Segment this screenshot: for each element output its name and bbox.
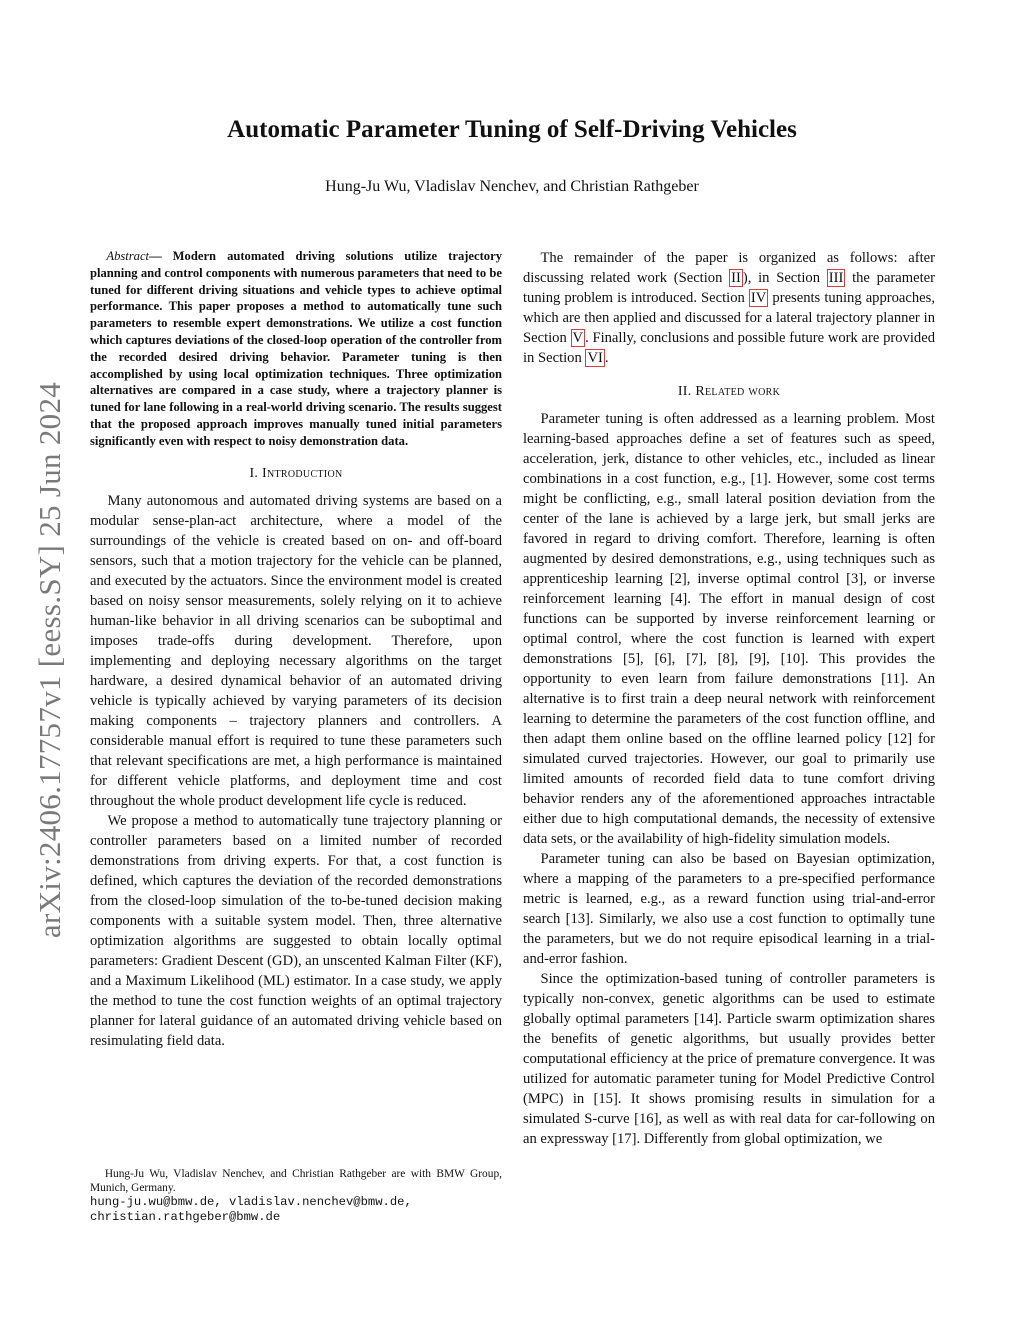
paper-authors: Hung-Ju Wu, Vladislav Nenchev, and Christian Rathgeber bbox=[325, 178, 699, 195]
abstract-label: Abstract bbox=[106, 249, 150, 263]
outline-paragraph bbox=[523, 248, 935, 368]
footnote-emails: hung-ju.wu@bmw.de, vladislav.nenchev@bmw.de, christian.rathgeber@bmw.de bbox=[90, 1195, 412, 1225]
section-ref-link[interactable]: V bbox=[572, 330, 584, 346]
section-ref-link[interactable]: III bbox=[828, 270, 844, 286]
author-footnote bbox=[90, 1167, 502, 1225]
arxiv-stamp bbox=[28, 350, 72, 970]
section-ref-link[interactable]: II bbox=[731, 270, 741, 286]
related-paragraph-2: Parameter tuning can also be based on Bayesian optimization, where a mapping of the parameters to a pre-specified performance metric is learned, e.g., as a reward function using trial-and-error search [13]. Similarly, we also use a cost function to optimally tune the parameters, but we do not require episodical learning in a trial-and-error fashion. bbox=[523, 851, 935, 967]
left-column bbox=[90, 248, 502, 1051]
section-ref-link[interactable]: IV bbox=[750, 290, 767, 306]
arxiv-stamp-text: arXiv:2406.17757v1 [eess.SY] 25 Jun 2024 bbox=[32, 381, 67, 939]
section-heading-introduction: I. Introduction bbox=[249, 465, 343, 481]
abstract bbox=[90, 248, 502, 450]
related-paragraph-3: Since the optimization-based tuning of controller parameters is typically non-convex, genetic algorithms can be used to estimate globally optimal parameters [14]. Particle swarm optimization shares the benefits of genetic algorithms, but usually provides better computational efficiency at the price of premature convergence. It was utilized for automatic parameter tuning for Model Predictive Control (MPC) in [15]. It shows promising results in simulation for a simulated S-curve [16], as well as with real data for car-following on an expressway [17]. Differently from global optimization, we bbox=[523, 971, 935, 1147]
outline-text: ), in Section bbox=[742, 270, 827, 286]
outline-text: presents tuning approaches, which are then applied and discussed for a lateral trajectory planner in Section bbox=[523, 290, 935, 346]
intro-paragraph-1: Many autonomous and automated driving systems are based on a modular sense-plan-act architecture, where a model of the surroundings of the vehicle is created based on on- and off-board sensors, such that a motion trajectory for the vehicle can be planned, and executed by the actuators. Since the environment model is created based on noisy sensor measurements, solely relying on it to achieve human-like behavior in all driving scenarios can be suboptimal and imposes trade-offs during development. Therefore, upon implementing and deploying necessary algorithms on the target hardware, a desired dynamical behavior of an automated driving vehicle is typically achieved by varying parameters of its decision making components – trajectory planners and controllers. A considerable manual effort is required to tune these parameters such that relevant specifications are met, a high performance is maintained for different vehicle platforms, and deployment time and cost throughout the whole product development life cycle is reduced. bbox=[90, 492, 502, 809]
abstract-text: — Modern automated driving solutions utilize trajectory planning and control components with numerous parameters that need to be tuned for different driving situations and vehicle types to achieve optimal performance. This paper proposes a method to automatically tune such parameters to resemble expert demonstrations. We utilize a cost function which captures deviations of the closed-loop operation of the controller from the recorded desired driving behavior. Parameter tuning is then accomplished by using local optimization techniques. Three optimization alternatives are compared in a case study, where a trajectory planner is tuned for lane following in a real-world driving scenario. The results suggest that the proposed approach improves manually tuned initial parameters significantly even with respect to noisy demonstration data. bbox=[90, 249, 502, 448]
paper-title: Automatic Parameter Tuning of Self-Driving Vehicles bbox=[227, 116, 797, 143]
intro-paragraph-2: We propose a method to automatically tune trajectory planning or controller parameters based on a limited number of recorded demonstrations from driving experts. For that, a cost function is defined, which captures the deviation of the recorded demonstrations from the closed-loop simulation of the to-be-tuned decision making components with a suitable system model. Then, three alternative optimization algorithms are suggested to obtain locally optimal parameters: Gradient Descent (GD), an unscented Kalman Filter (KF), and a Maximum Likelihood (ML) estimator. In a case study, we apply the method to tune the cost function weights of an optimal trajectory planner for lateral guidance of an automated driving vehicle based on resimulating field data. bbox=[90, 812, 502, 1049]
outline-text: The remainder of the paper is organized as follows: after discussing related work (Section bbox=[523, 250, 935, 286]
outline-text: . bbox=[604, 350, 609, 366]
right-column bbox=[523, 248, 935, 1149]
footnote-affiliation: Hung-Ju Wu, Vladislav Nenchev, and Christian Rathgeber are with BMW Group, Munich, Germany. bbox=[90, 1168, 502, 1195]
section-heading-related-work: II. Related work bbox=[677, 384, 781, 399]
related-paragraph-1: Parameter tuning is often addressed as a learning problem. Most learning-based approaches define a set of features such as speed, acceleration, jerk, distance to other vehicles, etc., included as linear combinations in a cost function, e.g., [1]. However, some cost terms might be conflicting, e.g., small lateral position deviation from the center of the lane is achieved by a large jerk, but small jerks are favored in regard to driving comfort. Therefore, learning is often augmented by desired demonstrations, e.g., using techniques such as apprenticeship learning [2], inverse optimal control [3], or inverse reinforcement learning [4]. The effort in manual design of cost functions can be supported by inverse reinforcement learning or optimal control, where the cost function is learned with expert demonstrations [5], [6], [7], [8], [9], [10]. This provides the opportunity to even learn from failure demonstrations [11]. An alternative is to first train a deep neural network with reinforcement learning to determine the parameters of the cost function offline, and then adapt them online based on the offline learned policy [12] for simulated curved trajectories. However, our goal to primarily use limited amounts of recorded field data to tune comfort driving behavior renders any of the aforementioned approaches intractable either due to high computational demands, the necessity of extensive data sets, or the availability of high-fidelity simulation models. bbox=[523, 411, 935, 847]
section-ref-link[interactable]: VI bbox=[587, 350, 603, 366]
outline-text: . Finally, conclusions and possible future work are provided in Section bbox=[523, 330, 935, 366]
outline-text: the parameter tuning problem is introduced. Section bbox=[523, 270, 935, 306]
